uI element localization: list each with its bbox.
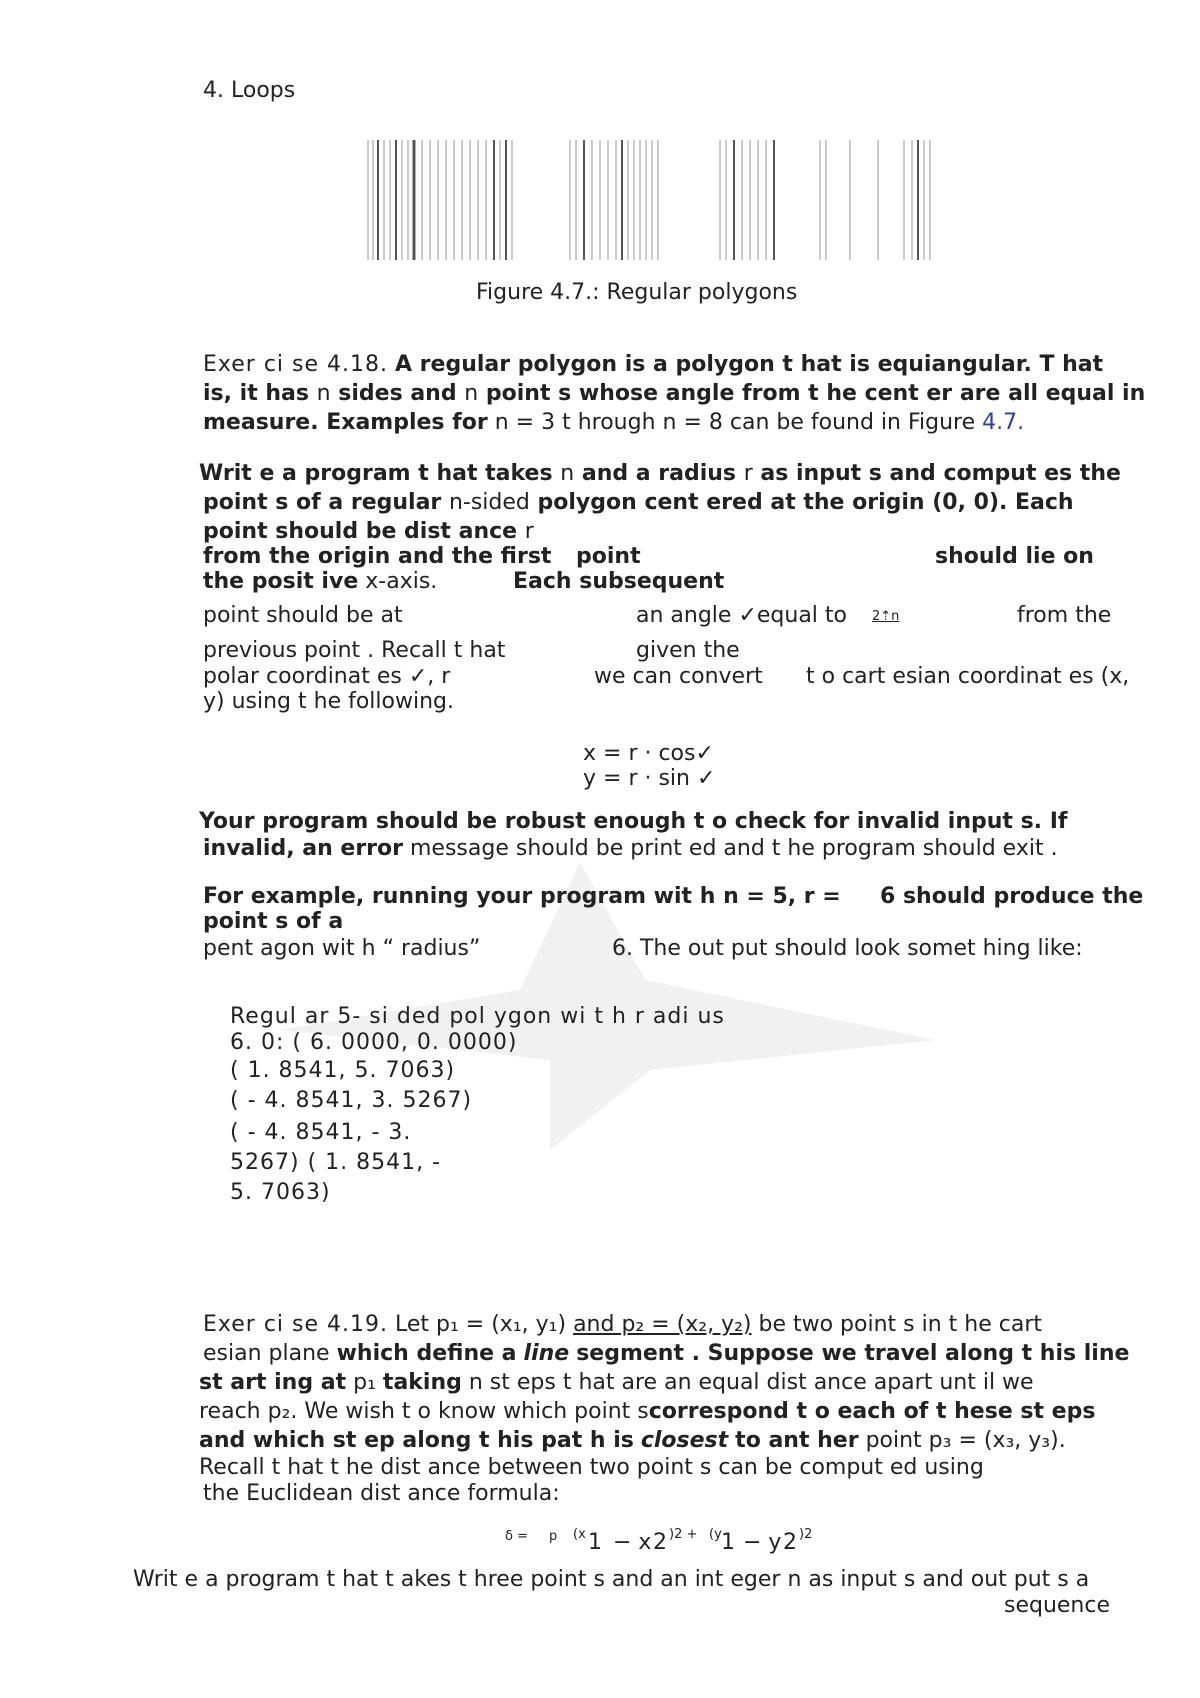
output-line: 6. 0: ( 6. 0000, 0. 0000) xyxy=(230,1030,518,1055)
ex418-p2-line-7-end: given the xyxy=(636,638,740,663)
exercise-4-19-last-line: Writ e a program t hat t akes t hree point s and an int eger n as input s and out put s a xyxy=(133,1567,1090,1592)
ex418-p2-line-7: previous point . Recall t hat xyxy=(203,638,506,663)
ex418-p3-line-2: invalid, an error message should be print ed and t he program should exit . xyxy=(203,836,1058,861)
ex418-p2-line-8-end: t o cart esian coordinat es (x, xyxy=(806,664,1130,689)
output-line: ( 1. 8541, 5. 7063) xyxy=(230,1058,456,1083)
exercise-4-19-line-4: reach p₂. We wish t o know which point scorrespond t o each of t hese st eps xyxy=(199,1399,1096,1424)
equation-x: x = r · cos✓ xyxy=(583,741,714,766)
exercise-4-19-last-line-wrap: sequence xyxy=(1003,1593,1110,1618)
exercise-4-19-line-6: Recall t hat t he dist ance between two point s can be comput ed using xyxy=(199,1455,984,1480)
output-line: 5. 7063) xyxy=(230,1180,331,1205)
ex418-p2-line-6-mid: an angle ✓equal to xyxy=(636,603,847,628)
ex418-p2-line-4-end: should lie on xyxy=(935,544,1094,569)
ex418-p2-line-9: y) using t he following. xyxy=(203,689,455,714)
exercise-4-18-line-2: is, it has n sides and n point s whose angle from t he cent er are all equal in xyxy=(203,381,1146,406)
output-line: ( - 4. 8541, 3. 5267) xyxy=(230,1088,473,1113)
running-title: 4. Loops xyxy=(203,78,296,103)
ex418-p4-line-2: point s of a xyxy=(203,909,344,934)
output-line: Regul ar 5- si ded pol ygon wi t h r adi us xyxy=(230,1004,725,1029)
formula-lhs: δ = xyxy=(505,1529,528,1544)
ex418-p3-line-1: Your program should be robust enough t o check for invalid input s. If xyxy=(199,809,1068,834)
ex418-p4-line-1: For example, running your program wit h n = 5, r = xyxy=(203,884,841,909)
exercise-4-19-line-5: and which st ep along t his pat h is closest to ant her point p₃ = (x₃, y₃). xyxy=(199,1428,1066,1453)
program-output xyxy=(230,1004,725,1206)
formula-part: − y xyxy=(743,1530,782,1555)
ex418-p2-line-5: the posit ive x-axis. xyxy=(203,569,438,594)
exercise-4-19-line-2: esian plane which define a line segment . Suppose we travel along t his line xyxy=(203,1341,1130,1366)
formula-part: 2 xyxy=(653,1530,667,1555)
formula-part: 1 xyxy=(588,1530,602,1555)
ex418-p2-line-6-end: from the xyxy=(1017,603,1112,628)
equation-y: y = r · sin ✓ xyxy=(583,766,716,791)
formula-part: (x xyxy=(573,1527,586,1542)
ex418-p2-line-1: Writ e a program t hat takes n and a radius r as input s and comput es the xyxy=(199,461,1121,486)
distance-formula xyxy=(505,1522,825,1556)
exercise-4-18-line-3: measure. Examples for n = 3 t hrough n = 8 can be found in Figure 4.7. xyxy=(203,410,1025,435)
ex418-p4-line-3-end: 6. The out put should look somet hing like: xyxy=(612,936,1083,961)
exercise-4-18-line-1: Exer ci se 4.18. A regular polygon is a polygon t hat is equiangular. T hat xyxy=(203,352,1104,377)
formula-part: (y xyxy=(709,1527,722,1542)
figure-ref-link[interactable]: 4.7 xyxy=(982,410,1018,435)
exercise-4-19-line-1: Exer ci se 4.19. Let p₁ = (x₁, y₁) and p₂ = (x₂, y₂) be two point s in t he cart xyxy=(203,1312,1042,1337)
formula-part: )2 xyxy=(799,1527,813,1542)
formula-part: − x xyxy=(613,1530,652,1555)
exercise-4-19-line-7: the Euclidean dist ance formula: xyxy=(203,1481,560,1506)
formula-part: )2 + xyxy=(669,1527,698,1542)
output-line: ( - 4. 8541, - 3. xyxy=(230,1120,412,1145)
ex418-p4-line-1-end: 6 should produce the xyxy=(880,884,1144,909)
ex418-p2-line-3: point should be dist ance r xyxy=(203,519,534,544)
figure-regular-polygons xyxy=(364,138,954,262)
ex418-p2-line-2: point s of a regular n-sided polygon cent ered at the origin (0, 0). Each xyxy=(203,490,1074,515)
figure-caption: Figure 4.7.: Regular polygons xyxy=(476,280,798,305)
formula-sqrt: p xyxy=(549,1529,558,1544)
output-line: 5267) ( 1. 8541, - xyxy=(230,1150,442,1175)
angle-fraction: 2⇡n xyxy=(872,609,900,624)
exercise-4-19-line-3: st art ing at p₁ taking n st eps t hat are an equal dist ance apart unt il we xyxy=(199,1370,1034,1395)
ex418-p2-line-8: polar coordinat es ✓, r xyxy=(203,664,451,689)
ex418-p2-line-4-mid: point xyxy=(576,544,641,569)
ex418-p2-line-6: point should be at xyxy=(203,603,403,628)
formula-part: 1 xyxy=(721,1530,735,1555)
ex418-p2-line-8-mid: we can convert xyxy=(594,664,763,689)
ex418-p2-line-5-end: Each subsequent xyxy=(513,569,725,594)
ex418-p2-line-4: from the origin and the first xyxy=(203,544,552,569)
formula-part: 2 xyxy=(783,1530,797,1555)
ex418-p4-line-3: pent agon wit h “ radius” xyxy=(203,936,481,961)
